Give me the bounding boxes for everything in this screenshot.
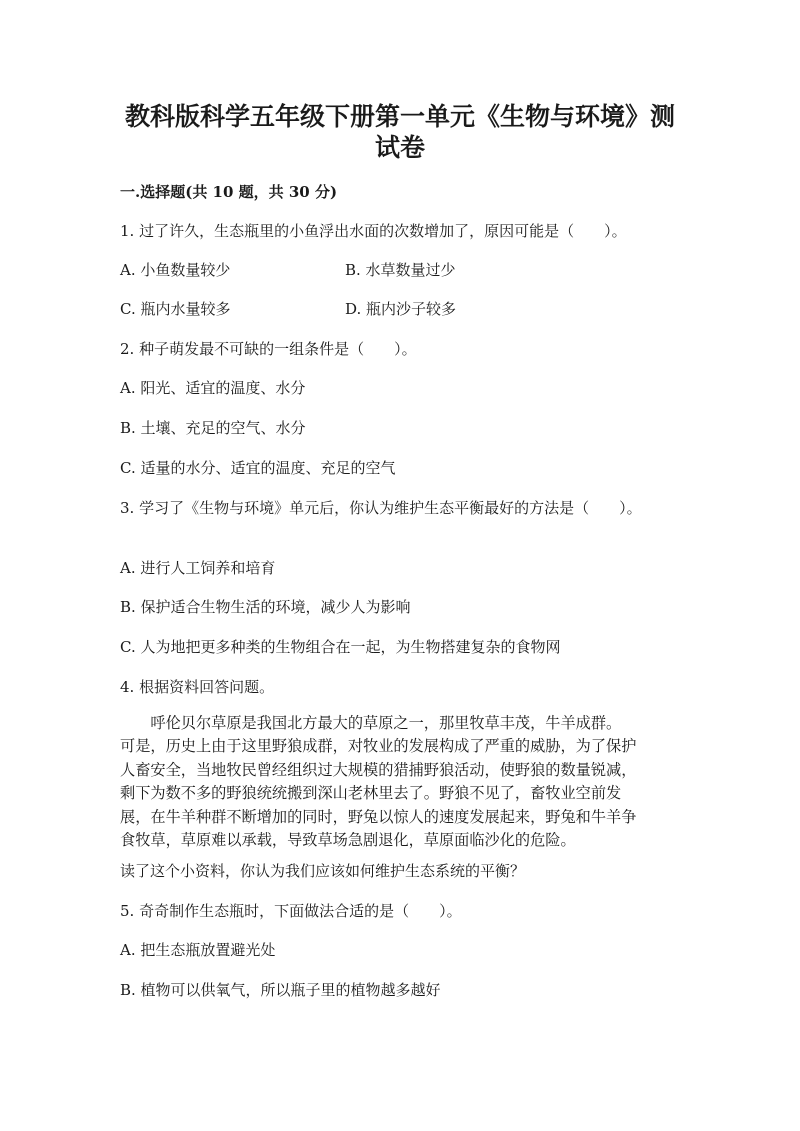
passage-line: 食牧草，草原难以承载，导致草场急剧退化，草原面临沙化的危险。 [120,831,576,850]
question-3-option-a: A. 进行人工饲养和培育 [120,559,276,577]
question-3-stem: 3. 学习了《生物与环境》单元后，你认为维护生态平衡最好的方法是（ ）。 [120,499,642,517]
question-2-stem: 2. 种子萌发最不可缺的一组条件是（ ）。 [120,340,417,358]
question-5-option-a: A. 把生态瓶放置避光处 [120,941,276,959]
reading-passage [120,712,682,852]
passage-line: 呼伦贝尔草原是我国北方最大的草原之一，那里牧草丰茂，牛羊成群。 [120,714,622,732]
question-4-prompt: 读了这个小资料，你认为我们应该如何维护生态系统的平衡？ [120,862,526,880]
passage-line: 人畜安全，当地牧民曾经组织过大规模的猎捕野狼活动，使野狼的数量锐减， [120,760,637,779]
question-1-stem: 1. 过了许久，生态瓶里的小鱼浮出水面的次数增加了，原因可能是（ ）。 [120,222,627,240]
passage-line: 剩下为数不多的野狼统统搬到深山老林里去了。野狼不见了，畜牧业空前发 [120,784,622,803]
question-1-option-b: B. 水草数量过少 [345,261,456,279]
question-3-option-b: B. 保护适合生物生活的环境，减少人为影响 [120,598,411,616]
question-1-option-a: A. 小鱼数量较少 [120,261,231,279]
question-4-stem: 4. 根据资料回答问题。 [120,678,275,696]
question-5-stem: 5. 奇奇制作生态瓶时，下面做法合适的是（ ）。 [120,902,462,920]
section-heading-choice: 一.选择题(共 10 题，共 30 分) [120,183,338,201]
question-3-option-c: C. 人为地把更多种类的生物组合在一起，为生物搭建复杂的食物网 [120,638,561,656]
question-2-option-b: B. 土壤、充足的空气、水分 [120,419,306,437]
question-1-option-d: D. 瓶内沙子较多 [345,300,457,318]
question-2-option-c: C. 适量的水分、适宜的温度、充足的空气 [120,459,396,477]
question-5-option-b: B. 植物可以供氧气，所以瓶子里的植物越多越好 [120,981,441,999]
question-1-option-c: C. 瓶内水量较多 [120,300,231,318]
exam-title-line-2: 试卷 [374,133,425,162]
question-2-option-a: A. 阳光、适宜的温度、水分 [120,379,306,397]
exam-title-line-1: 教科版科学五年级下册第一单元《生物与环境》测 [124,102,675,131]
passage-line: 可是，历史上由于这里野狼成群，对牧业的发展构成了严重的威胁，为了保护 [120,737,637,756]
passage-line: 展，在牛羊种群不断增加的同时，野兔以惊人的速度发展起来，野兔和牛羊争 [120,807,637,826]
